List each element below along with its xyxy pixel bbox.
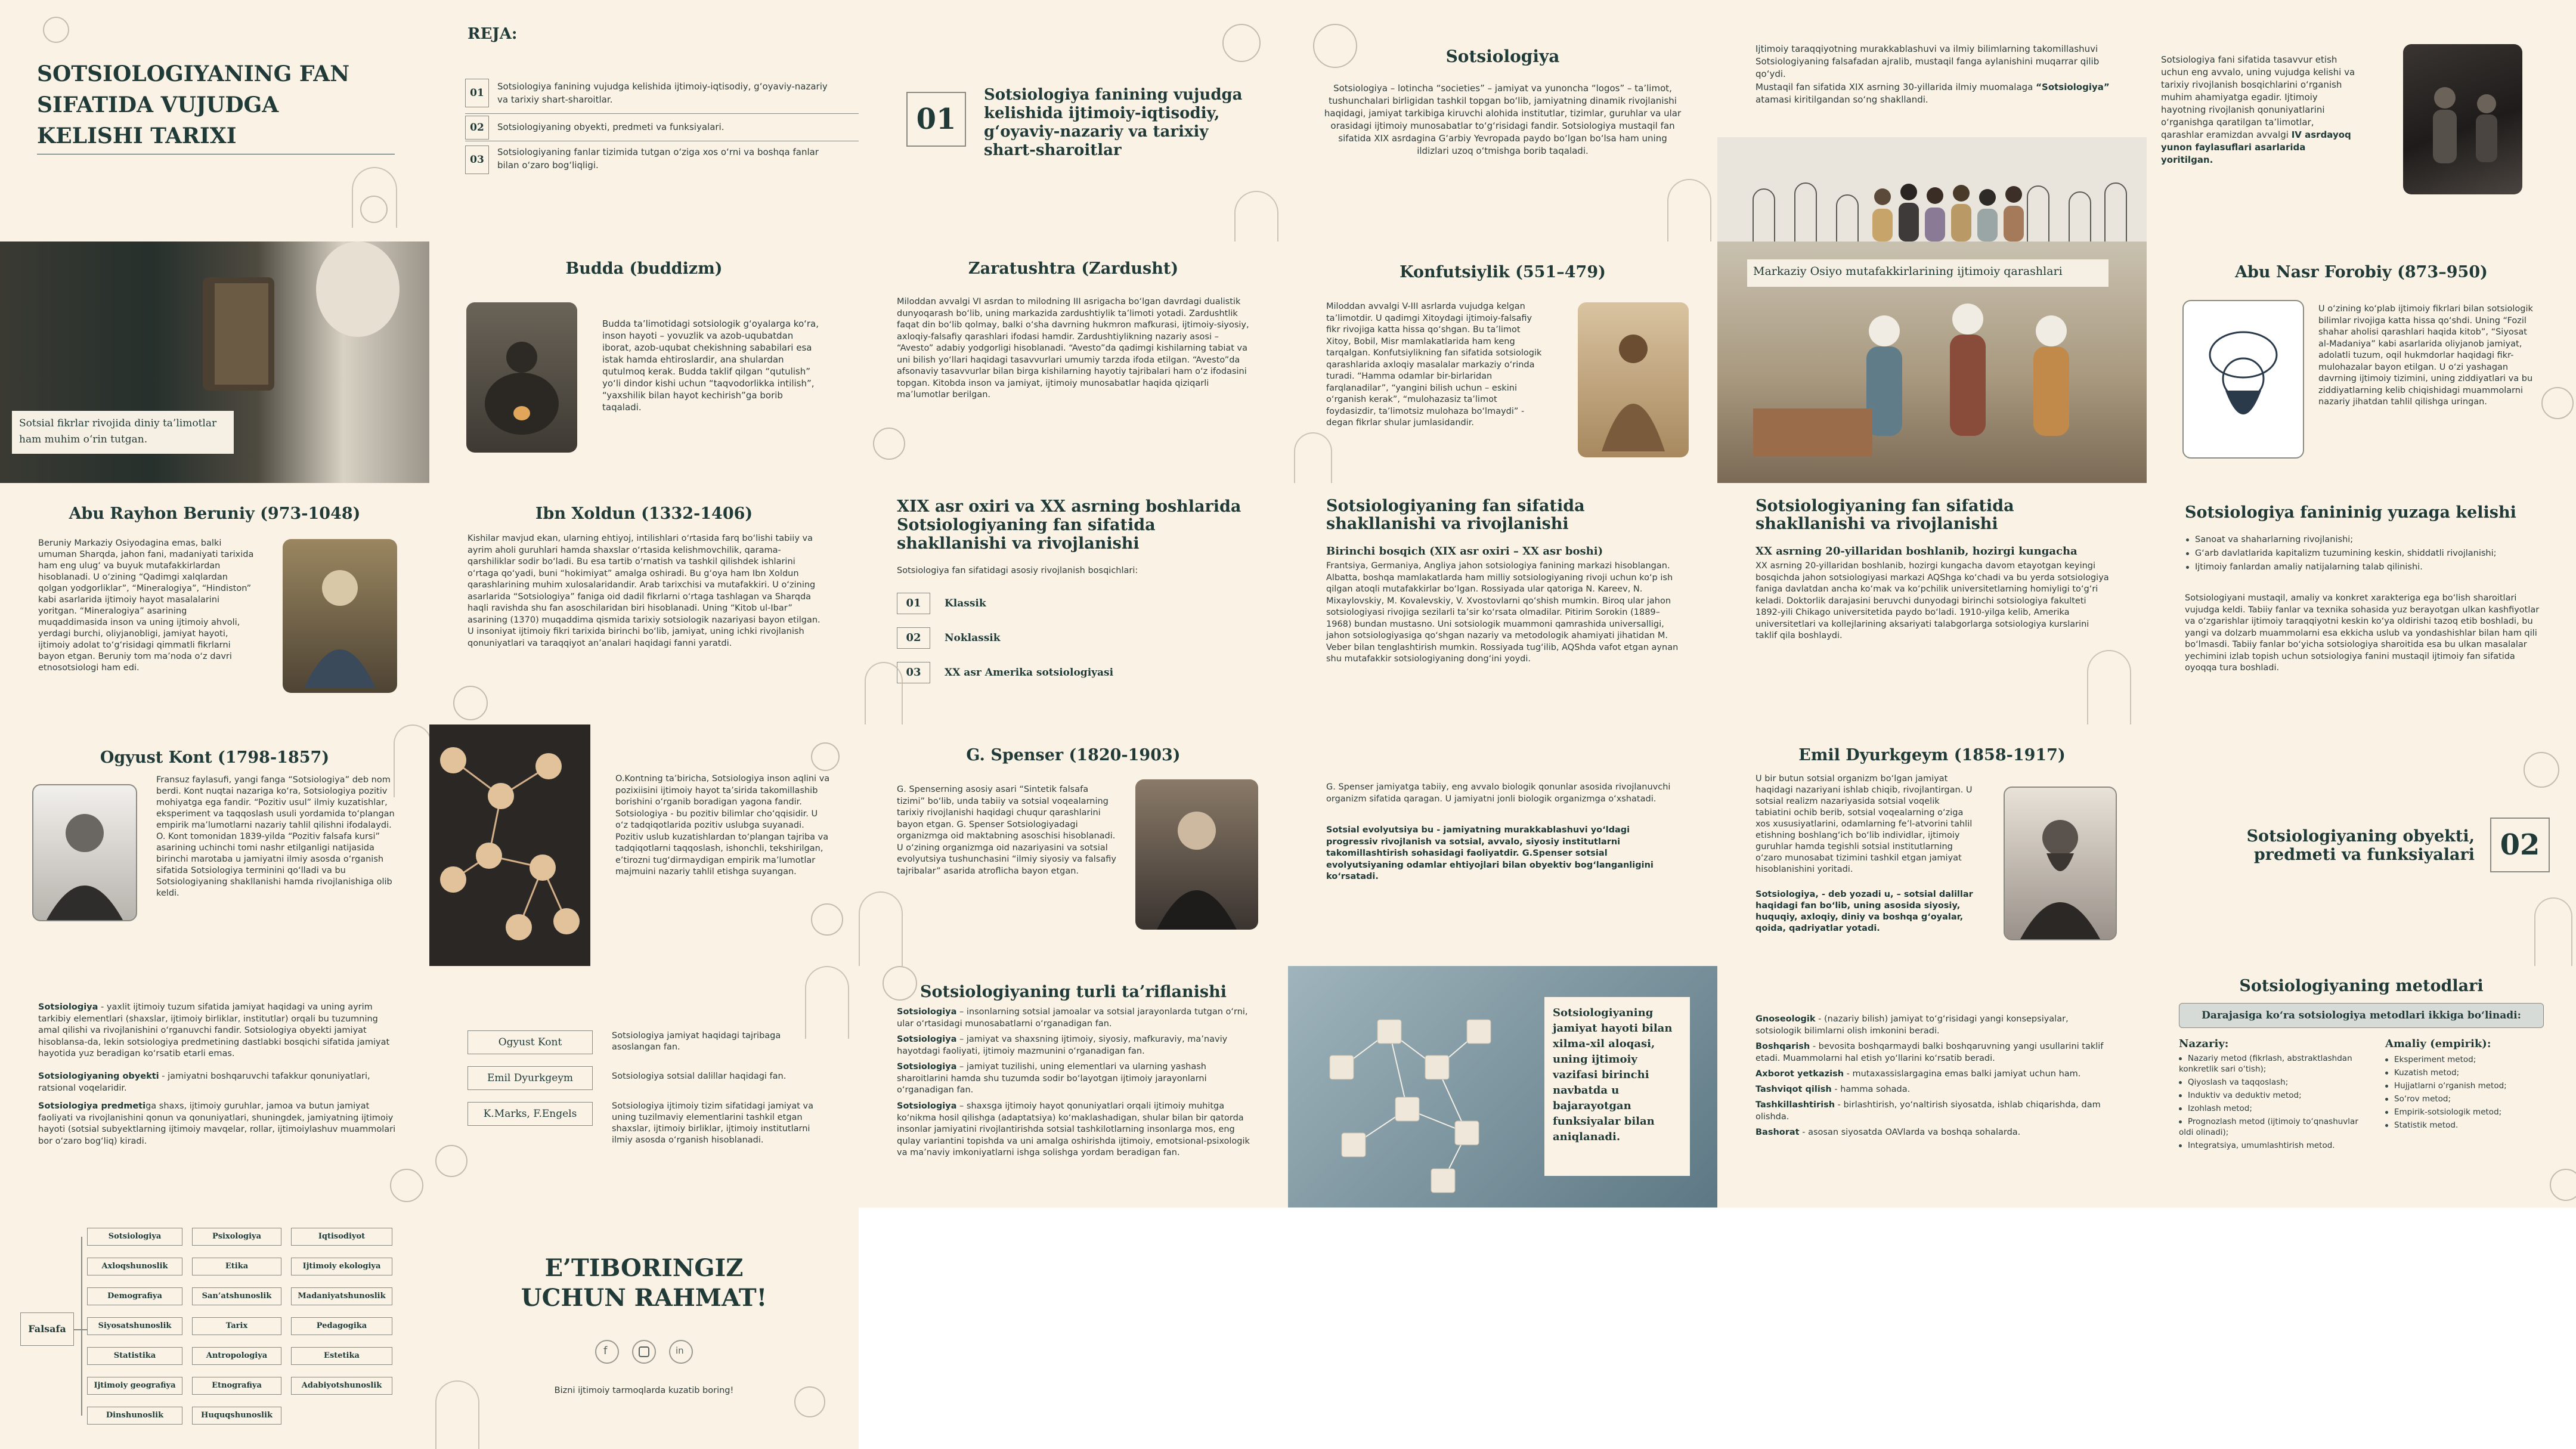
- scholar-definition: Sotsiologiya ijtimoiy tizim sifatidagi jamiyat va uning tuzilmaviy elementlarini tashkil etgan shaxslar, ijtimoiy birliklar, ijtimoiy institutlarni ilmiy asosda o‘rganish hisoblanadi.: [612, 1101, 814, 1145]
- intro-bold: IV asrdayoq yunon faylasuflari asarlarida yoritilgan.: [2161, 129, 2351, 165]
- bullet-dot: [2385, 1072, 2388, 1075]
- discipline-box: Tarix: [192, 1317, 281, 1335]
- slide-title: G. Spenser (1820-1903): [966, 746, 1181, 764]
- term-text: - hamma sohada.: [1831, 1085, 1911, 1094]
- term-text: – jamiyat va shaxsning ijtimoiy, siyosiy, mafkuraviy, ma’naviy hayotdagi faoliyati, ijtimoiy mazmunini o‘rganadigan fan.: [897, 1035, 1228, 1056]
- ornament-icon: [390, 1169, 423, 1202]
- durkheim-bold: [1755, 889, 1976, 934]
- arch-ornament: [394, 724, 429, 797]
- discipline-box: Pedagogika: [291, 1317, 392, 1335]
- slide-title: Budda (buddizm): [565, 259, 723, 278]
- object-text-3: [38, 1101, 396, 1147]
- arch-ornament: [805, 966, 849, 1039]
- history-text-part: Mustaqil fan sifatida XIX asrning 30-yillarida ilmiy muomalaga: [1755, 82, 2033, 92]
- definition-item: [897, 1034, 1255, 1057]
- comte-figure: [33, 785, 136, 920]
- network-photo: [429, 724, 590, 966]
- term-bold: Sotsiologiya predmeti: [38, 1101, 146, 1111]
- term-text: – insonlarning sotsial jamoalar va sotsial jarayonlarda tutgan o‘rni, ular o‘rtasidagi munosabatlarni o‘rganadigan fan.: [897, 1007, 1248, 1029]
- caption-text: Sotsiologiyaning jamiyat hayoti bilan xilma-xil aloqasi, uning ijtimoiy vazifasi birinchi navbatda u bajarayotgan funksiyalar bilan aniqlanadi.: [1553, 1007, 1673, 1143]
- slide-6-intro: [2147, 0, 2576, 242]
- center-discipline-box: Falsafa: [20, 1312, 74, 1346]
- philosophers-figures: [2403, 44, 2522, 194]
- plan-text: Sotsiologiyaning fanlar tizimida tutgan o‘ziga xos o‘rni va boshqa fanlar bilan o‘zaro bog‘liqligi.: [497, 147, 819, 171]
- method-text: Eksperiment metod;: [2394, 1055, 2476, 1064]
- discipline-box: Etika: [192, 1258, 281, 1275]
- spencer-text: G. Spenserning asosiy asari “Sintetik falsafa tizimi” bo‘lib, unda tabiiy va sotsial voqealarning tarixiy rivojlanishi haqidagi chuqur qarashlarini bayon etgan. G. Spenser Sotsiologiyadagi organizmga oid maktabning asoschisi hisoblanadi. U o‘zining organizmga oid nazariyasini va sotsial evolyutsiya tushunchasini “ilmiy siyosiy va falsafiy tajribalar” asarida atroflicha bayon etgan.: [897, 785, 1116, 876]
- slide-21-spencer: [859, 724, 1288, 966]
- slide-11-central-asia: [1717, 242, 2147, 483]
- scholar-definition: Sotsiologiya jamiyat haqidagi tajribaga asoslangan fan.: [612, 1031, 781, 1052]
- slide-17-modern-stage: [1717, 483, 2147, 724]
- beruni-text: Beruniy Markaziy Osiyodagina emas, balki umuman Sharqda, jahon fani, madaniyati tarixida ham eng ulug‘ va buyuk mutafakkirlardan hisoblanadi. U o‘zining “Qadimgi xalqlardan qolgan yodgorliklar”, “Mineralogiya”, “Hindiston” kabi asarlarida ijtimoiy hayot masalalarini yoritgan. “Mineralogiya” asarining muqaddimasida inson va uning ijtimoiy ahvoli, yerdagi burchi, oliyjanobligi, jamiyat hayoti, ijtimoiy adolat to‘g‘risidagi qimmatli fikrlarni bayon etgan. Beruniy tom ma’noda o‘z davri etnosotsiologi ham edi.: [38, 538, 254, 673]
- people-silhouettes: [1717, 137, 2147, 242]
- bullet-item: [2186, 534, 2520, 546]
- bullet-dot: [2186, 538, 2189, 541]
- emergence-text: Sotsiologiyani mustaqil, amaliy va konkret xarakteriga ega bo‘lish sharoitlari vujudga keldi. Tabiiy fanlar va texnika sohasida yuz berayotgan ulkan kashfiyotlar va o‘zgarishlar ijtimoiy taraqqiyotni keskin ko‘ya oldirishi tazoq etib boshladi, bu yangi va dolzarb muammolarni esa ekkicha uslub va yondashishlar bilan ham qili bo‘lmasdi. Tabiiy fanlar bo‘yicha sotsiologiya sharoitida esa bu ulkan masalalar yechimini izlab topish uchun sotsiologiya fanini mustaqil ijtimoiy fan sifatida oyoqqa tura boshladi.: [2185, 593, 2540, 673]
- ornament-icon: [435, 1145, 467, 1177]
- definition-text: Sotsiologiya – lotincha “societies” – jamiyat va yunoncha “logos” – ta’limot, tushunchalari birligidan tashkil topgan bo‘lib, jamiyatning dinamik rivojlanishi haqidagi, jamiyat tarkibiga kiruvchi alohida institutlar, tizimlar, guruhlar va ular orasidagi ijtimoiy munosabatlar to‘g‘risidagi fandir. Sotsiologiya mustaqil fan sifatida XIX asrdagina G‘arbiy Yevropada paydo bo‘lgan bo‘lsa ham uning ildizlari uzoq o‘tmishga borib taqaladi.: [1324, 83, 1682, 156]
- plan-number: 02: [465, 116, 489, 140]
- slide-title: Sotsiologiyaning fan sifatida shakllanishi va rivojlanishi: [1755, 497, 2014, 533]
- term-text: - (nazariy bilish) jamiyat to‘g‘risidagi yangi konsepsiyalar, sotsiologik bilimlarni olish imkonini beradi.: [1755, 1014, 2069, 1036]
- scholar-name-box: Emil Dyurkgeym: [467, 1066, 593, 1090]
- method-item: [2179, 1140, 2364, 1151]
- plan-item: [465, 114, 859, 141]
- stage-label: Noklassik: [945, 632, 1001, 644]
- first-stage-text: Frantsiya, Germaniya, Angliya jahon sotsiologiya fanining markazi hisoblangan. Albatta, boshqa mamlakatlarda ham milliy sotsiologiyaning rivoji uchun ko‘p ish qilgan atoqli mutafakkirlar bo‘lgan. Rossiyada ular qatoriga N. Kareev, N. Mixaylovskiy, M. Kovalevskiy, V. Xvostovlarni qo‘shish mumkin. Biroq ular jahon sotsiologiyasi rivojiga sezilarli ta’sir ko‘rsata olmadilar. Pitirim Sorokin (1889–1968) bundan mustasno. Uni sotsiologik muammoni qamrashida universalligi, jahon sotsiologiyasiga qo‘shgan nazariy va metodologik ahamiyati jihatidan M. Veber bilan tenglashtirish mumkin. Rossiyada tug‘ilib, AQShda vafot etgan aynan shu mutafakkir sotsiologiyaning dong‘ini yoydi.: [1326, 561, 1679, 664]
- ornament-icon: [873, 428, 905, 460]
- slide-title: Sotsiologiya: [1445, 47, 1560, 66]
- scholar-definition: Sotsiologiya sotsial dalillar haqidagi fan.: [612, 1072, 787, 1081]
- term-bold: Tashviqot qilish: [1755, 1085, 1832, 1094]
- ornament-icon: [2550, 1169, 2576, 1201]
- slide-19-comte: [0, 724, 429, 966]
- slide-32-thanks: [429, 1208, 859, 1449]
- method-item: [2179, 1090, 2364, 1101]
- function-item: [1755, 1127, 2113, 1139]
- plan-number: 03: [465, 145, 489, 174]
- slide-15-stages: [859, 483, 1288, 724]
- method-item: [2385, 1080, 2546, 1091]
- discipline-box: San’atshunoslik: [192, 1287, 281, 1305]
- confucius-painting: [1578, 302, 1689, 457]
- discipline-box: Ijtimoiy geografiya: [87, 1377, 182, 1395]
- discipline-box: Psixologiya: [192, 1228, 281, 1246]
- slide-31-related-sciences: [0, 1208, 429, 1449]
- slide-26-definitions: [429, 966, 859, 1208]
- term-bold: Sotsiologiya: [38, 1002, 98, 1012]
- term-text: ga shaxs, ijtimoiy guruhlar, jamoa va butun jamiyat faoliyati va rivojlanishini qonun va qonuniyatlari, shuningdek, jamiyatning ijtimoiy hayoti (sotsial subyektlarning ijtimoiy mavqelar, rollar, ijtimoiylashuv muammolari bor o‘zaro bog‘liq) kiradi.: [38, 1101, 396, 1146]
- method-item: [2385, 1120, 2546, 1131]
- caption-card: [1747, 259, 2109, 287]
- ibn-khaldun-text: Kishilar mavjud ekan, ularning ehtiyoj, intilishlari o‘rtasida farq bo‘lishi tabiiy va ayrim aholi guruhlari hamda shaxslar o‘rtasida kelishmovchilik, qarama-qarshiliklar sodir bo‘ladi. Bu esa tartib o‘rnatish va tashkil qilishdek ishlarini o‘rtaga qo‘yadi, buni “hokimiyat” amalga oshiradi. Bu g‘oya ham Ibn Xoldun qarashlarining muhim xulosalaridandir. Arab tarixchisi va mutafakkiri. U o‘zining asarlarida “Sotsiologiya” faniga oid dadil fikrlarni o‘rtaga tashlagan va Sharqda haqli ravishda shu fan asoschilaridan biri hisoblanadi. Uning “Kitob ul-Ibar” asarining (1370) muqaddima qismida tarixiy sotsiologik nazariyasi bayon etilgan. U insoniyat ijtimoiy fikri tarixida birinchi bo‘lib, jamiyat, uning ichki rivojlanish qonuniyatlari va taraqqiyot an’analari haqidagi fanni yaratdi.: [467, 534, 821, 648]
- bullet-dot: [2179, 1120, 2182, 1123]
- bullet-dot: [2385, 1124, 2388, 1127]
- empirical-list: [2385, 1054, 2546, 1133]
- slide-25-object: [0, 966, 429, 1208]
- sociology-term: “Sotsiologiya”: [2036, 82, 2110, 92]
- arch-ornament: [1294, 432, 1332, 483]
- slide-2-plan: [429, 0, 859, 242]
- history-text: Ijtimoiy taraqqiyotning murakkablashuvi va ilmiy bilimlarning takomillashuvi Sotsiologiyaning falsafadan ajralib, mustaqil fanga aylanishini muqarrar qilib qo‘ydi.: [1755, 44, 2100, 79]
- methods-banner: [2179, 1003, 2544, 1028]
- philosophers-painting: [2403, 44, 2522, 194]
- stage-number: 03: [897, 662, 930, 683]
- function-item: [1755, 1069, 2113, 1080]
- slide-5-history: [1717, 0, 2147, 242]
- slide-title: SOTSIOLOGIYANING FAN SIFATIDA VUJUDGA KELISHI TARIXI: [37, 61, 350, 148]
- term-bold: Sotsiologiya: [897, 1101, 957, 1111]
- discipline-box: Iqtisodiyot: [291, 1228, 392, 1246]
- buddha-text: Budda ta’limotidagi sotsiologik g‘oyalarga ko‘ra, inson hayoti – yovuzlik va azob-uqubatdan iborat, azob-uqubat chekishning sababilari esa istak hamda ehtiroslardir, ana shulardan qutulmoq kerak. Budda taklif qilgan “qutulish” yo‘li dindor kishi uchun “taqvodorlikka intilish”, “yaxshilik bilan hayot kechirish”ga borib taqaladi.: [602, 318, 819, 413]
- slide-title: Ibn Xoldun (1332-1406): [535, 504, 753, 523]
- farabi-portrait: [2182, 300, 2304, 459]
- slide-title: Sotsiologiyaning fan sifatida shakllanishi va rivojlanishi: [1326, 497, 1585, 533]
- slide-24-section: [2147, 724, 2576, 966]
- slide-9-zoroaster: [859, 242, 1288, 483]
- method-item: [2385, 1094, 2546, 1104]
- theory-list: [2179, 1053, 2364, 1153]
- section-number: 02: [2490, 818, 2550, 872]
- evolution-bold-text: Sotsial evolyutsiya bu - jamiyatning murakkablashuvi yo‘ldagi progressiv rivojlanish va sotsial, avvalo, siyosiy institutlarni takomillashtirish sohasidagi faoliyatdir. G.Spenser sotsial evolyutsiyaning odamlar ehtiyojlari bilan obyektiv bog‘langanligini ko‘rsatadi.: [1326, 825, 1654, 881]
- farabi-figure: [2184, 301, 2303, 457]
- ornament-icon: [794, 1386, 825, 1417]
- intro-text-part: Sotsiologiya fani sifatida tasavvur etish uchun eng avvalo, uning vujudga kelishi va tarixiy rivojlanish bosqichlarini o‘rganish muhim ahamiyatga egadir. Ijtimoiy hayotning rivojlanish qonuniyatlarini o‘rganishga qaratilgan ta’limotlar, qarashlar eramizdan avvalgi: [2161, 54, 2355, 140]
- slide-29-functions: [1717, 966, 2147, 1208]
- term-text: - jamiyatni boshqaruvchi tafakkur qonuniyatlari, ratsional voqelaridir.: [38, 1072, 370, 1093]
- plan-text: Sotsiologiya fanining vujudga kelishida ijtimoiy-iqtisodiy, g‘oyaviy-nazariy va tarixiy shart-sharoitlar.: [497, 81, 828, 105]
- plan-heading: REJA:: [467, 25, 518, 43]
- empirical-heading: Amaliy (empirik):: [2385, 1038, 2491, 1050]
- method-text: Statistik metod.: [2394, 1120, 2459, 1130]
- arch-ornament: [2534, 897, 2572, 966]
- discipline-box: Demografiya: [87, 1287, 182, 1305]
- modern-stage-text: XX asrning 20-yillaridan boshlanib, hozirgi kungacha davom etayotgan keyingi bosqichda jahon sotsiologiyasi markazi AQShga ko‘chadi va bu yerda sotsiologiya faniga davlatdan ancha ko‘mak va ko‘pchilik universitetlarning homiyligi to‘g‘ri keladi. Doktorlik darajasini beruvchi dunyodagi birinchi sotsiologiya fakulteti 1892-yili Chikago universitetida paydo bo‘ladi. 1910-yilga kelib, Amerika universitetlari va kollejlarining aksariyati talabgorlarga sotsiologiya kurslarini taklif qila boshlaydi.: [1755, 561, 2109, 640]
- discipline-box: Estetika: [291, 1347, 392, 1365]
- bullet-dot: [2385, 1085, 2388, 1088]
- durkheim-text: U bir butun sotsial organizm bo‘lgan jamiyat haqidagi nazariyani ishlab chiqib, rivojlantirgan. U sotsial realizm nazariyasida sotsial voqelik tabiatini ochib berib, sotsial voqealarning o‘ziga xos xususiyatlarini, odamlarning fe’l-atvorini tahlil etishning boshlang‘ich bo‘lib individlar, ijtimoiy guruhlar hamda tegishli sotsial institutlarning o‘zaro munosabat tizimini tashkil etgan jamiyat hisoblanishini yoritadi.: [1755, 774, 1973, 874]
- discipline-box: Huquqshunoslik: [192, 1407, 281, 1425]
- durkheim-portrait: [2004, 787, 2117, 940]
- bullet-dot: [2385, 1111, 2388, 1114]
- confucius-figure: [1578, 302, 1689, 457]
- discipline-box: Axloqshunoslik: [87, 1258, 182, 1275]
- slide-4-definition: [1288, 0, 1717, 242]
- ornament-icon: [1222, 24, 1261, 62]
- thanks-title: E’TIBORINGIZ: [544, 1254, 744, 1282]
- network-figures: [429, 724, 590, 966]
- slide-16-first-stage: [1288, 483, 1717, 724]
- ornament-icon: [883, 966, 917, 1001]
- ornament-icon: [43, 17, 69, 43]
- slide-28-functions-photo: [1288, 966, 1717, 1208]
- ornament-icon: [360, 196, 388, 223]
- definition-item: [897, 1101, 1255, 1159]
- zoroaster-text: Miloddan avvalgi VI asrdan to milodning III asrigacha bo‘lgan davrdagi dualistik dunyoqarash bo‘lib, uning markazida zardushtiylik ta’limoti yotadi. Zardushtlik faqat din bo‘lib qolmay, balki o‘sha davrning hukmron mafkurasi, ijtimoiy-siyosiy, axloqiy-falsafiy qarashlari ifodasi hamdir. Zardushtiylikning nazariy asosi – “Avesto” adabiy yodgorligi hisoblanadi. “Avesto”da qadimgi kishilarning tabiat va uni bilish yo‘llari haqidagi tasavvurlari umumiy tarzda ifoda etilgan. “Avesto”da afsonaviy tasavvurlar bilan birga kishilarning hayotiy tajribalari ham o‘z ifodasini topgan. Kitobda inson va jamiyat, ijtimoiy munosabatlar haqida qiziqarli ma’lumotlar berilgan.: [897, 297, 1249, 400]
- arch-ornament: [2087, 650, 2131, 724]
- bullet-dot: [2179, 1081, 2182, 1084]
- bullet-dot: [2385, 1058, 2388, 1061]
- term-bold: Sotsiologiya: [897, 1035, 957, 1044]
- buddha-photo: [466, 302, 577, 453]
- term-text: – shaxsga ijtimoiy hayot qonuniyatlari orqali ijtimoiy muhitga ko‘nikma hosil qilishga (adaptatsiya) ko‘maklashadigan, shular bilan bir qatorda insonlar jamiyatini rivojlantirishda sotsial tashkilotlarning insonlarga mos, eng qulay variantini topishda va uni amalga oshirishda ijtimoiy, emotsional-psixologik va ma’naviy imkoniyatlarni ishga solishga yordam beradigan fan.: [897, 1101, 1250, 1157]
- method-text: Induktiv va deduktiv metod;: [2188, 1091, 2302, 1100]
- caption-text: Sotsial fikrlar rivojida diniy ta’limotlar ham muhim o‘rin tutgan.: [19, 417, 217, 445]
- history-text-part: atamasi kiritilgandan so‘ng shakllandi.: [1755, 94, 1928, 105]
- slide-title: XIX asr oxiri va XX asrning boshlarida Sotsiologiyaning fan sifatida shakllanishi va rivojlanishi: [897, 497, 1241, 553]
- ornament-icon: [453, 686, 488, 720]
- method-item: [2385, 1067, 2546, 1078]
- method-text: Prognozlash metod (ijtimoiy to‘qnashuvlar oldi olinadi);: [2179, 1117, 2358, 1137]
- slide-23-durkheim: [1717, 724, 2147, 966]
- method-item: [2179, 1077, 2364, 1088]
- function-item: [1755, 1100, 2113, 1123]
- slide-13-beruni: [0, 483, 429, 724]
- plan-item: [465, 76, 859, 114]
- term-bold: Bashorat: [1755, 1128, 1800, 1137]
- durkheim-figure: [2005, 788, 2116, 939]
- method-text: Nazariy metod (fikrlash, abstraktlashdan konkretlik sari o‘tish);: [2179, 1054, 2352, 1074]
- term-bold: Axborot yetkazish: [1755, 1069, 1844, 1079]
- intro-text: [2161, 54, 2358, 166]
- method-item: [2179, 1103, 2364, 1114]
- method-text: Qiyoslash va taqqoslash;: [2188, 1078, 2289, 1087]
- scholar-name-box: K.Marks, F.Engels: [467, 1102, 593, 1126]
- method-text: Kuzatish metod;: [2394, 1068, 2460, 1078]
- beruni-portrait: [283, 539, 397, 693]
- ornament-icon: [811, 903, 843, 936]
- slide-subtitle: XX asrning 20-yillaridan boshlanib, hozirgi kungacha: [1755, 545, 2077, 558]
- slide-title: Abu Nasr Forobiy (873–950): [2235, 263, 2488, 281]
- caption-card: [1544, 997, 1690, 1176]
- discipline-box: Etnografiya: [192, 1377, 281, 1395]
- stages-subtitle: Sotsiologiya fan sifatidagi asosiy rivojlanish bosqichlari:: [897, 566, 1138, 575]
- thanks-title-2: UCHUN RAHMAT!: [521, 1284, 767, 1312]
- bullet-dot: [2179, 1107, 2182, 1110]
- slide-title: Emil Dyurkgeym (1858-1917): [1798, 746, 2066, 764]
- facebook-icon[interactable]: f: [595, 1340, 619, 1364]
- section-title: Sotsiologiyaning obyekti, predmeti va funksiyalari: [2246, 827, 2475, 864]
- slide-title: Sotsiologiyaning metodlari: [2239, 977, 2484, 995]
- discipline-box: Statistika: [87, 1347, 182, 1365]
- stage-number: 01: [897, 593, 930, 614]
- slide-title: Konfutsiylik (551–479): [1400, 263, 1606, 281]
- definition-item: [897, 1007, 1255, 1030]
- slide-10-confucius: [1288, 242, 1717, 483]
- slide-22-spencer-evolution: [1288, 724, 1717, 966]
- term-text: - asosan siyosatda OAVlarda va boshqa sohalarda.: [1799, 1128, 2021, 1137]
- history-text-2: [1755, 81, 2125, 106]
- bullet-item: [2186, 562, 2520, 573]
- slide-27-various-definitions: [859, 966, 1288, 1208]
- ornament-icon: [811, 742, 840, 771]
- arch-ornament: [865, 662, 903, 724]
- method-text: Izohlash metod;: [2188, 1104, 2252, 1113]
- arch-ornament: [1667, 179, 1711, 242]
- plan-text: Sotsiologiyaning obyekti, predmeti va funksiyalari.: [497, 122, 724, 132]
- linkedin-icon[interactable]: in: [669, 1340, 693, 1364]
- section-title: Sotsiologiya fanining vujudga kelishida ijtimoiy-iqtisodiy, g‘oyaviy-nazariy va tarixiy shart-sharoitlar: [984, 86, 1243, 159]
- term-text: - mutaxassislargagina emas balki jamiyat uchun ham.: [1844, 1069, 2081, 1079]
- method-item: [2179, 1053, 2364, 1075]
- emergence-bullets: [2186, 534, 2520, 575]
- function-item: [1755, 1041, 2113, 1064]
- method-text: Hujjatlarni o‘rganish metod;: [2394, 1081, 2507, 1091]
- discipline-box: Madaniyatshunoslik: [291, 1287, 392, 1305]
- plan-item: [465, 142, 859, 179]
- term-bold: Gnoseologik: [1755, 1014, 1816, 1024]
- slide-14-ibn-khaldun: [429, 483, 859, 724]
- bullet-dot: [2179, 1057, 2182, 1060]
- confucius-text: Miloddan avvalgi V-III asrlarda vujudga kelgan ta’limotdir. U qadimgi Xitoydagi ijtimoiy-falsafiy fikr rivojiga katta hissa qo‘shgan. Bu ta’limot Xitoy, Bobil, Misr mamlakatlarida ham keng tarqalgan. Konfutsiylikning fan sifatida sotsiologik qarashlarida axloqiy masalalar markaziy o‘rinda turadi. “Hamma odamlar bir-birlaridan farqlanadilar”, “yangini bilish uchun – eskini o‘rganish kerak”, “mulohazasiz ta’limot foydasizdir, ta’limotsiz mulohaza bo‘lmaydi” - degan fikrlar shular jumlasidandir.: [1326, 302, 1542, 428]
- scholar-name-box: Ogyust Kont: [467, 1030, 593, 1054]
- method-text: Integratsiya, umumlashtirish metod.: [2188, 1141, 2335, 1150]
- term-bold: Sotsiologiya: [897, 1007, 957, 1017]
- discipline-box: Sotsiologiya: [87, 1228, 182, 1246]
- term-text: – jamiyat tuzilishi, uning elementlari va ularning yashash sharoitlarini hamda shu tuzumda sodir bo‘layotgan ijtimoiy jarayonlarni o‘rganadigan fan.: [897, 1062, 1207, 1095]
- stage-label: Klassik: [945, 597, 986, 609]
- connector-line: [74, 1329, 87, 1330]
- banner-text: Darajasiga ko‘ra sotsiologiya metodlari ikkiga bo‘linadi:: [2202, 1010, 2521, 1021]
- bullet-text: Ijtimoiy fanlardan amaliy natijalarning talab qilinishi.: [2195, 562, 2423, 572]
- stage-label: XX asr Amerika sotsiologiyasi: [945, 667, 1114, 679]
- slide-3-section: [859, 0, 1288, 242]
- method-item: [2385, 1054, 2546, 1065]
- arch-ornament: [1234, 191, 1278, 242]
- people-illustration: [1717, 137, 2147, 242]
- discipline-box: Antropologiya: [192, 1347, 281, 1365]
- theory-heading: Nazariy:: [2179, 1038, 2229, 1050]
- plan-number: 01: [465, 79, 489, 107]
- comte-text: Fransuz faylasufi, yangi fanga “Sotsiologiya” deb nom berdi. Kont nuqtai nazariga ko‘ra, Sotsiologiya pozitiv mohiyatga ega fandir. “Pozitiv usul” ilmiy kuzatishlar, eksperiment va taqqoslash usuli yordamida to‘plangan empirik ma’lumotlarni nazariy tahlil qilishni ifodalaydi. O. Kont tomonidan 1839-yilda “Pozitiv falsafa kursi” asarining uchinchi tomi nashr etilganligi natijasida birinchi marotaba u jamiyatni ilmiy asosda o‘rganish sifatida Sotsiologiya terminini qo‘lladi va bu Sotsiologiyaning shakllanishi hamda rivojlanishiga olib keldi.: [156, 775, 395, 898]
- bullet-text: G‘arb davlatlarida kapitalizm tuzumining keskin, shiddatli rivojlanishi;: [2195, 549, 2497, 558]
- slide-title: Ogyust Kont (1798-1857): [100, 748, 330, 767]
- object-text-1: [38, 1002, 396, 1060]
- bullet-dot: [2186, 566, 2189, 569]
- method-item: [2385, 1107, 2546, 1117]
- object-text-2: [38, 1071, 396, 1094]
- farabi-text: U o‘zining ko‘plab ijtimoiy fikrlari bilan sotsiologik bilimlar rivojiga katta hissa qo‘shdi. Uning “Fozil shahar aholisi qarashlari haqida kitob”, “Siyosat al-Madaniya” kabi asarlarida oliyjanob jamiyat, adolatli tuzum, oqil hukmdorlar haqidagi fikr-mulohazalar bayon etilgan. U o‘zi yashagan davrning ijtimoiy tizimini, uning ziddiyatlari va bu ziddiyatlarning kelib chiqishidagi muammolarni nazariy jihatdan tahlil qilishga uringan.: [2318, 304, 2533, 407]
- discipline-box: Adabiyotshunoslik: [291, 1377, 392, 1395]
- ornament-icon: [2524, 752, 2559, 788]
- slide-7-religion: [0, 242, 429, 483]
- beruni-figure: [283, 539, 397, 693]
- slide-12-farabi: [2147, 242, 2576, 483]
- comte-portrait: [32, 784, 137, 921]
- instagram-icon[interactable]: [632, 1340, 656, 1364]
- social-footer: Bizni ijtimoiy tarmoqlarda kuzatib boring!: [554, 1386, 734, 1395]
- term-bold: Sotsiologiya: [897, 1062, 957, 1072]
- slide-title: Zaratushtra (Zardusht): [968, 259, 1179, 278]
- section-number: 01: [906, 92, 966, 147]
- discipline-box: Ijtimoiy ekologiya: [291, 1258, 392, 1275]
- term-text: - bevosita boshqarmaydi balki boshqaruvning yangi usullarini taklif etadi. Muammolarni hal etish yo‘llarini ko‘rsatib beradi.: [1755, 1042, 2104, 1063]
- bullet-dot: [2179, 1144, 2182, 1147]
- function-item: [1755, 1014, 2113, 1037]
- buddha-figure: [466, 302, 577, 453]
- connector-line: [81, 1237, 82, 1416]
- evolution-text: G. Spenser jamiyatga tabiiy, eng avvalo biologik qonunlar asosida rivojlanuvchi organizm sifatida qaragan. U jamiyatni jonli biologik organizmga o‘xshatadi.: [1326, 782, 1671, 804]
- term-text: - yaxlit ijtimoiy tuzum sifatida jamiyat haqidagi va uning ayrim tarkibiy elementlari (shaxslar, ijtimoiy birliklar, institutlar) orqali bu tuzumning amal qilishi va rivojlanishini o‘rganuvchi fandir. Sotsiologiya obyekti jamiyat hisoblansa-da, lekin sotsiologiya predmetining dastlabki bosqichi sifatida jamiyat hayotida yuz beradigan ko‘rsatib etarli emas.: [38, 1002, 390, 1058]
- slide-title: Abu Rayhon Beruniy (973-1048): [69, 504, 361, 523]
- durkheim-bold-text: Sotsiologiya, - deb yozadi u, – sotsial dalillar haqidagi fan bo‘lib, uning asosida siyosiy, huquqiy, axloqiy, diniy va boshqa g‘oyalar, qoida, qadriyatlar yotadi.: [1755, 890, 1973, 933]
- social-icons: [595, 1340, 693, 1364]
- term-text: - birlashtirish, yo‘naltirish siyosatda, ishlab chiqarishda, dam olishda.: [1755, 1100, 2101, 1122]
- stage-number: 02: [897, 627, 930, 649]
- method-text: Empirik-sotsiologik metod;: [2394, 1107, 2502, 1117]
- method-item: [2179, 1116, 2364, 1138]
- slide-1-title: [0, 0, 429, 242]
- bullet-dot: [2179, 1094, 2182, 1097]
- bullet-text: Sanoat va shaharlarning rivojlanishi;: [2195, 535, 2354, 544]
- slide-18-emergence: [2147, 483, 2576, 724]
- spencer-portrait: [1135, 779, 1258, 930]
- function-item: [1755, 1084, 2113, 1096]
- ornament-icon: [2541, 387, 2574, 419]
- discipline-box: Dinshunoslik: [87, 1407, 182, 1425]
- term-bold: Sotsiologiyaning obyekti: [38, 1072, 159, 1081]
- term-bold: Boshqarish: [1755, 1042, 1810, 1051]
- bullet-dot: [2385, 1098, 2388, 1101]
- arch-ornament: [859, 891, 903, 966]
- bullet-dot: [2186, 552, 2189, 555]
- evolution-bold: [1326, 825, 1684, 883]
- slide-title: Sotsiologiyaning turli ta’riflanishi: [919, 983, 1227, 1001]
- discipline-box: Siyosatshunoslik: [87, 1317, 182, 1335]
- positive-text: O.Kontning ta’biricha, Sotsiologiya inson aqlini va pozixiisini ijtimoiy hayot ta’sirida takomillashib borishini o‘rganib boradigan yagona fandir. Sotsiologiya - bu pozitiv bilimlar cho‘qqisidir. U o‘z tadqiqotlarida pozitiv uslubga suyanadi. Pozitiv uslub kuzatishlardan to‘plangan tajriba va tadqiqotlarni taqqoslash, ishonchli, tekshirilgan, e’tirozni tug‘dirmaydigan empirik ma’lumotlar majmuini nazariy tahlil etishga suyangan.: [615, 774, 830, 877]
- definition-item: [897, 1061, 1255, 1097]
- slide-title: Sotsiologiya fanininig yuzaga kelishi: [2185, 503, 2516, 522]
- slide-30-methods: [2147, 966, 2576, 1208]
- slide-20-comte-positive: [429, 724, 859, 966]
- slide-8-buddha: [429, 242, 859, 483]
- slide-subtitle: Birinchi bosqich (XIX asr oxiri – XX asr boshi): [1326, 545, 1603, 558]
- caption-text: Markaziy Osiyo mutafakkirlarining ijtimoiy qarashlari: [1753, 265, 2063, 278]
- spencer-figure: [1135, 779, 1258, 930]
- bullet-item: [2186, 548, 2520, 559]
- method-text: So‘rov metod;: [2394, 1094, 2451, 1104]
- caption-card: [12, 411, 234, 454]
- term-bold: Tashkillashtirish: [1755, 1100, 1835, 1110]
